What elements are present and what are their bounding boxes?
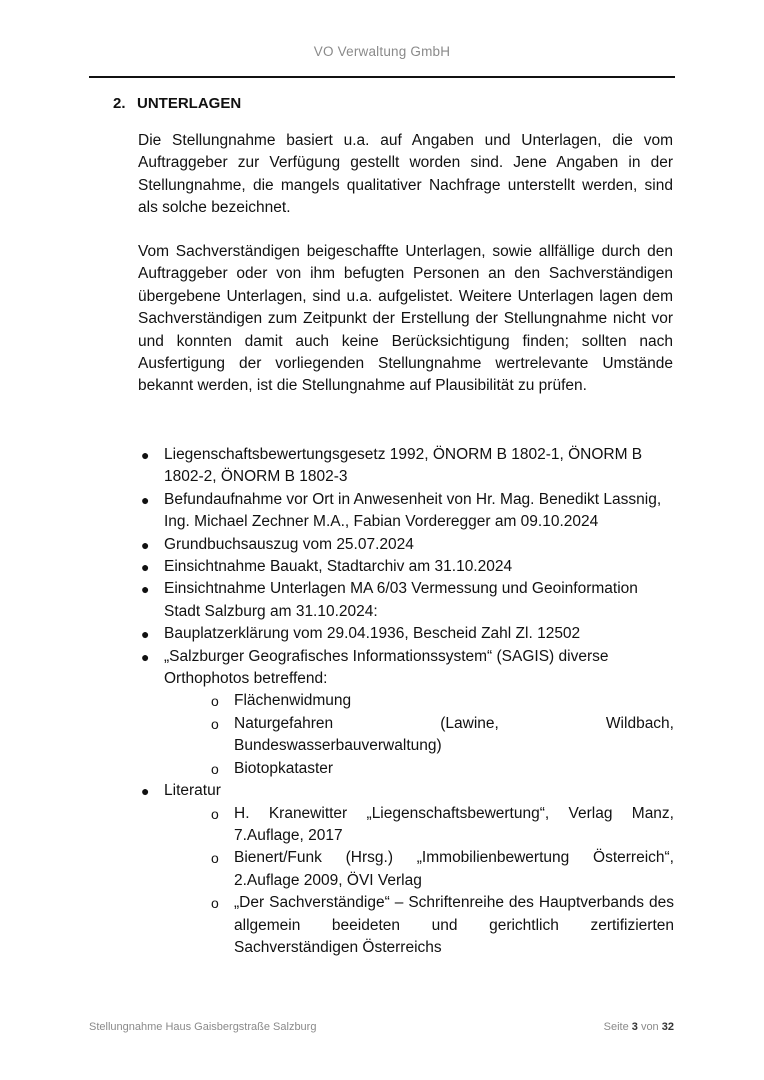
circle-bullet-icon: o	[211, 693, 219, 710]
circle-bullet-icon: o	[211, 715, 219, 732]
documents-list	[0, 444, 764, 959]
sublist-item	[164, 758, 674, 780]
circle-bullet-icon: o	[211, 850, 219, 867]
paragraph-documents: Vom Sachverständigen beigeschaffte Unterlagen, sowie allfällige durch den Auftraggeber oder von ihm befugten Personen an den Sachverständigen übergebene Unterlagen, sind u.a. aufgelistet. Weitere Unterlagen lagen dem Sachverständigen zum Zeitpunkt der Erstellung der Stellungnahme nicht vor und konnten damit auch keine Berücksichtigung finden; sollten nach Ausfertigung der vorliegenden Stellungnahme wertrelevante Umstände bekannt werden, ist die Stellungnahme auf Plausibilität zu prüfen.	[138, 243, 673, 395]
sublist-item	[164, 803, 674, 848]
list-item	[0, 780, 674, 959]
list-item-text: Liegenschaftsbewertungsgesetz 1992, ÖNORM B 1802-1, ÖNORM B 1802-2, ÖNORM B 1802-3	[164, 446, 643, 486]
list-item	[0, 646, 674, 780]
list-item-text: Einsichtnahme Bauakt, Stadtarchiv am 31.10.2024	[164, 558, 513, 576]
bullet-icon: ●	[141, 648, 150, 665]
list-item	[0, 444, 674, 489]
circle-bullet-icon: o	[211, 895, 219, 912]
sublist-item-text: Bienert/Funk (Hrsg.) „Immobilienbewertung Österreich“, 2.Auflage 2009, ÖVI Verlag	[234, 849, 674, 889]
section-number: 2.	[113, 95, 126, 112]
page-current: 3	[631, 1021, 638, 1033]
list-item-text: Literatur	[164, 782, 221, 800]
list-item	[0, 534, 674, 556]
footer-document-title: Stellungnahme Haus Gaisbergstraße Salzburg	[89, 1021, 317, 1033]
page-total: 32	[661, 1021, 674, 1033]
bullet-icon: ●	[141, 783, 150, 800]
header-divider	[89, 76, 675, 78]
sublist-item-text: Flächenwidmung	[234, 692, 352, 710]
page-separator: von	[640, 1021, 659, 1033]
sublist-item-text: H. Kranewitter „Liegenschaftsbewertung“, Verlag Manz, 7.Auflage, 2017	[234, 804, 674, 844]
bullet-icon: ●	[141, 581, 150, 598]
sublist-item-text: Biotopkataster	[234, 759, 334, 777]
sublist-item-text: Naturgefahren (Lawine, Wildbach, Bundeswasserbauverwaltung)	[234, 714, 674, 755]
page-prefix: Seite	[603, 1021, 629, 1033]
list-item	[0, 623, 674, 645]
bullet-icon: ●	[141, 447, 150, 463]
bullet-icon: ●	[141, 626, 150, 643]
list-item-text: Befundaufnahme vor Ort in Anwesenheit von Hr. Mag. Benedikt Lassnig, Ing. Michael Zechner M.A., Fabian Vorderegger am 09.10.2024	[164, 490, 662, 531]
circle-bullet-icon: o	[211, 805, 219, 822]
list-item	[0, 489, 674, 534]
list-item-text: Bauplatzerklärung vom 29.04.1936, Bescheid Zahl Zl. 12502	[164, 625, 581, 643]
circle-bullet-icon: o	[211, 760, 219, 777]
sublist	[164, 803, 674, 960]
list-item	[0, 556, 674, 578]
sublist-item	[164, 713, 674, 758]
footer-page-number	[604, 1021, 674, 1033]
list-item-text: „Salzburger Geografisches Informationssystem“ (SAGIS) diverse Orthophotos betreffend:	[164, 647, 609, 688]
bullet-icon: ●	[141, 491, 150, 508]
bullet-icon: ●	[141, 536, 150, 553]
sublist-item	[164, 847, 674, 892]
section-title	[113, 95, 241, 112]
list-item-text: Grundbuchsauszug vom 25.07.2024	[164, 535, 414, 553]
sublist	[164, 690, 674, 780]
sublist-item	[164, 892, 674, 959]
page-header: VO Verwaltung GmbH	[313, 44, 451, 59]
list-item-text: Einsichtnahme Unterlagen MA 6/03 Vermessung und Geoinformation Stadt Salzburg am 31.10.2024:	[164, 580, 638, 620]
paragraph-intro: Die Stellungnahme basiert u.a. auf Angaben und Unterlagen, die vom Auftraggeber zur Verfügung gestellt worden sind. Jene Angaben in der Stellungnahme, die mangels qualitativer Nachfrage unterstellt werden, sind als solche bezeichnet.	[138, 132, 673, 217]
sublist-item-text: „Der Sachverständige“ – Schriftenreihe des Hauptverbands des allgemein beeideten und gerichtlich zertifizierten Sachverständigen Österreichs	[234, 894, 674, 956]
list-item	[0, 578, 674, 623]
section-heading: UNTERLAGEN	[137, 95, 242, 112]
sublist-item	[164, 690, 674, 712]
bullet-icon: ●	[141, 559, 150, 576]
